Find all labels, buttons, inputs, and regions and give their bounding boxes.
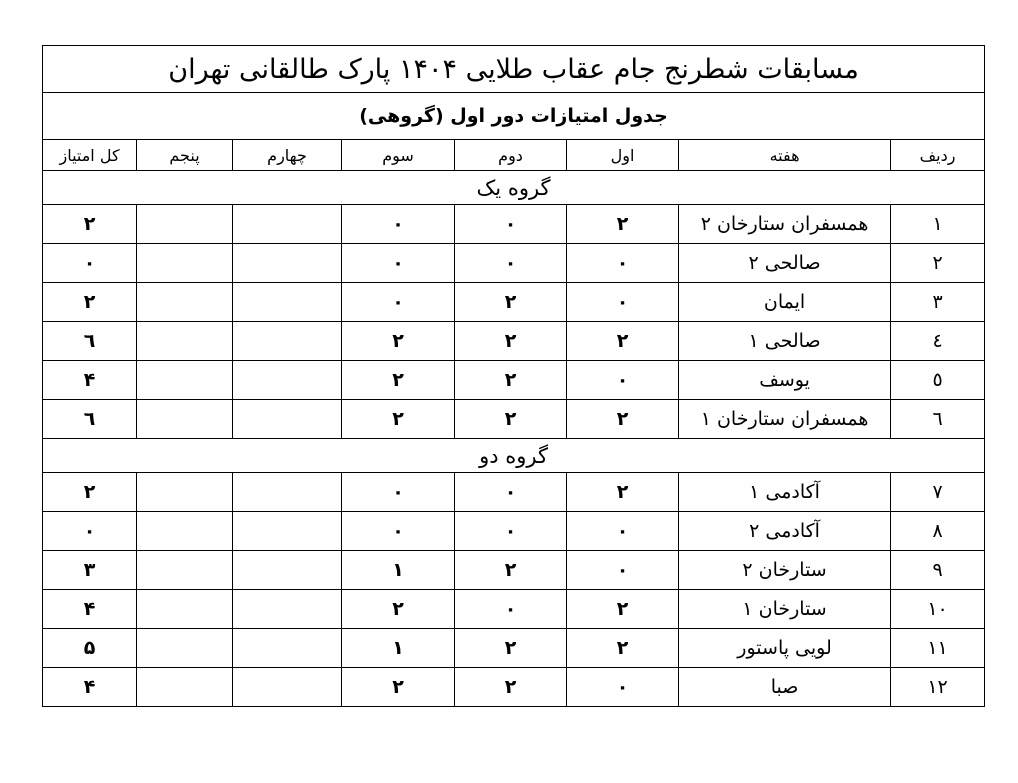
- header-fourth: چهارم: [233, 140, 342, 171]
- round-5-cell: [137, 283, 233, 322]
- round-5-cell: [137, 244, 233, 283]
- round-4-cell: [233, 400, 342, 439]
- team-name-cell: همسفران ستارخان ۲: [679, 205, 891, 244]
- round-3-cell: ۲: [342, 668, 455, 707]
- round-3-cell: ۲: [342, 590, 455, 629]
- total-score-cell: ۲: [43, 473, 137, 512]
- row-number-cell: ۱۲: [891, 668, 985, 707]
- round-2-cell: ۲: [455, 629, 567, 668]
- row-number-cell: ۱: [891, 205, 985, 244]
- round-1-cell: ۲: [567, 473, 679, 512]
- table-row: [43, 361, 985, 400]
- round-3-cell: ۰: [342, 283, 455, 322]
- total-score-cell: ۴: [43, 361, 137, 400]
- table-row: [43, 473, 985, 512]
- team-name-cell: ستارخان ۱: [679, 590, 891, 629]
- round-2-cell: ۲: [455, 322, 567, 361]
- table-row: [43, 512, 985, 551]
- team-name-cell: آکادمی ۱: [679, 473, 891, 512]
- round-3-cell: ۰: [342, 205, 455, 244]
- header-row-number: ردیف: [891, 140, 985, 171]
- table-row: [43, 244, 985, 283]
- row-number-cell: ٦: [891, 400, 985, 439]
- round-5-cell: [137, 629, 233, 668]
- page-title: مسابقات شطرنج جام عقاب طلایی ۱۴۰۴ پارک طالقانی تهران: [43, 46, 985, 93]
- round-5-cell: [137, 668, 233, 707]
- round-4-cell: [233, 668, 342, 707]
- team-name-cell: آکادمی ۲: [679, 512, 891, 551]
- round-5-cell: [137, 512, 233, 551]
- team-name-cell: لویی پاستور: [679, 629, 891, 668]
- standings-sheet: [42, 45, 984, 707]
- row-number-cell: ۱۰: [891, 590, 985, 629]
- round-5-cell: [137, 361, 233, 400]
- total-score-cell: ۲: [43, 205, 137, 244]
- round-1-cell: ۲: [567, 629, 679, 668]
- round-5-cell: [137, 205, 233, 244]
- round-3-cell: ۲: [342, 400, 455, 439]
- round-2-cell: ۰: [455, 512, 567, 551]
- round-3-cell: ۲: [342, 322, 455, 361]
- round-4-cell: [233, 283, 342, 322]
- header-first: اول: [567, 140, 679, 171]
- team-name-cell: همسفران ستارخان ۱: [679, 400, 891, 439]
- round-3-cell: ۲: [342, 361, 455, 400]
- round-5-cell: [137, 400, 233, 439]
- round-3-cell: ۰: [342, 512, 455, 551]
- total-score-cell: ٦: [43, 400, 137, 439]
- total-score-cell: ۴: [43, 590, 137, 629]
- round-5-cell: [137, 322, 233, 361]
- round-3-cell: ۱: [342, 551, 455, 590]
- round-4-cell: [233, 361, 342, 400]
- row-number-cell: ۷: [891, 473, 985, 512]
- total-score-cell: ۳: [43, 551, 137, 590]
- team-name-cell: ستارخان ۲: [679, 551, 891, 590]
- round-2-cell: ۲: [455, 283, 567, 322]
- round-1-cell: ۲: [567, 205, 679, 244]
- header-row: [43, 140, 985, 171]
- header-second: دوم: [455, 140, 567, 171]
- round-1-cell: ۰: [567, 551, 679, 590]
- round-2-cell: ۲: [455, 551, 567, 590]
- round-4-cell: [233, 590, 342, 629]
- round-4-cell: [233, 629, 342, 668]
- group-header-row: [43, 439, 985, 473]
- row-number-cell: ٥: [891, 361, 985, 400]
- round-4-cell: [233, 551, 342, 590]
- team-name-cell: یوسف: [679, 361, 891, 400]
- row-number-cell: ۱۱: [891, 629, 985, 668]
- round-5-cell: [137, 473, 233, 512]
- round-2-cell: ۰: [455, 473, 567, 512]
- team-name-cell: ایمان: [679, 283, 891, 322]
- header-week: هفته: [679, 140, 891, 171]
- round-3-cell: ۰: [342, 473, 455, 512]
- row-number-cell: ۹: [891, 551, 985, 590]
- round-2-cell: ۲: [455, 400, 567, 439]
- group-header-row: [43, 171, 985, 205]
- header-fifth: پنجم: [137, 140, 233, 171]
- round-4-cell: [233, 512, 342, 551]
- table-row: [43, 668, 985, 707]
- total-score-cell: ۴: [43, 668, 137, 707]
- table-row: [43, 629, 985, 668]
- team-name-cell: صبا: [679, 668, 891, 707]
- team-name-cell: صالحی ۱: [679, 322, 891, 361]
- header-third: سوم: [342, 140, 455, 171]
- round-4-cell: [233, 473, 342, 512]
- round-2-cell: ۰: [455, 205, 567, 244]
- round-3-cell: ۰: [342, 244, 455, 283]
- standings-table: [42, 45, 985, 707]
- round-1-cell: ۰: [567, 361, 679, 400]
- total-score-cell: ۲: [43, 283, 137, 322]
- round-5-cell: [137, 590, 233, 629]
- round-5-cell: [137, 551, 233, 590]
- table-row: [43, 551, 985, 590]
- team-name-cell: صالحی ۲: [679, 244, 891, 283]
- row-number-cell: ۸: [891, 512, 985, 551]
- round-3-cell: ۱: [342, 629, 455, 668]
- round-1-cell: ۲: [567, 400, 679, 439]
- round-4-cell: [233, 205, 342, 244]
- round-1-cell: ۰: [567, 668, 679, 707]
- row-number-cell: ٤: [891, 322, 985, 361]
- round-2-cell: ۲: [455, 361, 567, 400]
- total-score-cell: ٦: [43, 322, 137, 361]
- round-1-cell: ۰: [567, 512, 679, 551]
- round-1-cell: ۲: [567, 590, 679, 629]
- total-score-cell: ۰: [43, 512, 137, 551]
- group-title: گروه دو: [43, 439, 985, 473]
- round-2-cell: ۰: [455, 590, 567, 629]
- table-row: [43, 205, 985, 244]
- table-row: [43, 322, 985, 361]
- round-1-cell: ۰: [567, 244, 679, 283]
- round-2-cell: ۰: [455, 244, 567, 283]
- table-row: [43, 400, 985, 439]
- table-row: [43, 283, 985, 322]
- round-4-cell: [233, 322, 342, 361]
- round-4-cell: [233, 244, 342, 283]
- group-title: گروه یک: [43, 171, 985, 205]
- row-number-cell: ۳: [891, 283, 985, 322]
- table-subtitle: جدول امتیازات دور اول (گروهی): [43, 93, 985, 140]
- table-row: [43, 590, 985, 629]
- row-number-cell: ۲: [891, 244, 985, 283]
- total-score-cell: ۵: [43, 629, 137, 668]
- total-score-cell: ۰: [43, 244, 137, 283]
- round-1-cell: ۲: [567, 322, 679, 361]
- round-2-cell: ۲: [455, 668, 567, 707]
- header-total: کل امتیاز: [43, 140, 137, 171]
- round-1-cell: ۰: [567, 283, 679, 322]
